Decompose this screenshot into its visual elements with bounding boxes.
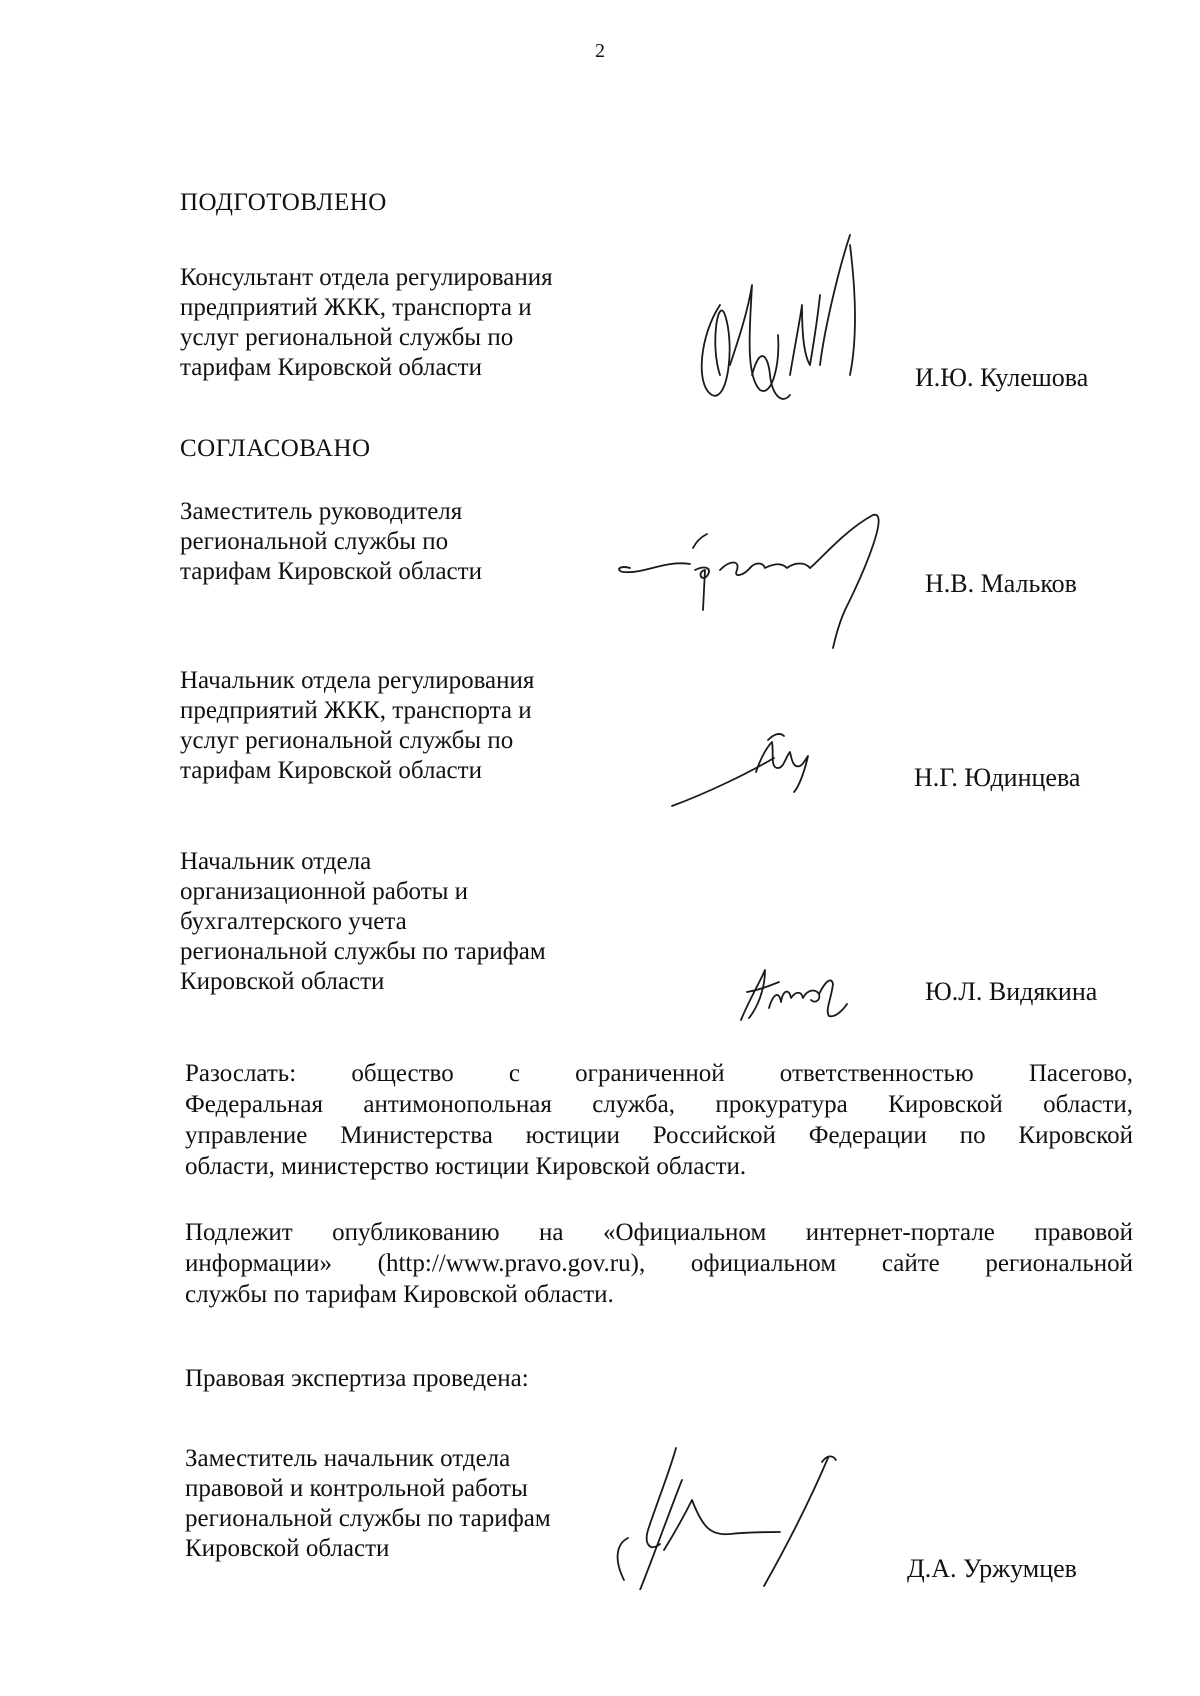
position-line: Кировской области xyxy=(180,968,385,995)
prepared-heading: ПОДГОТОВЛЕНО xyxy=(180,189,387,216)
signer-name: Н.Г. Юдинцева xyxy=(914,763,1081,792)
position-line: Консультант отдела регулирования xyxy=(180,264,553,291)
legal-review-heading: Правовая экспертиза проведена: xyxy=(185,1365,529,1392)
signer-position xyxy=(180,666,534,786)
distribution-line: области, министерство юстиции Кировской области. xyxy=(185,1153,747,1180)
distribution-line: Федеральная антимонопольная служба, прокуратура Кировской области, xyxy=(185,1091,1133,1118)
position-line: тарифам Кировской области xyxy=(180,354,482,381)
signature-vidyakina xyxy=(735,960,865,1030)
position-line: услуг региональной службы по xyxy=(180,727,514,754)
position-line: региональной службы по тарифам xyxy=(185,1505,551,1532)
signer-name: Ю.Л. Видякина xyxy=(925,977,1098,1006)
signer-position xyxy=(180,497,482,587)
signature-malkov xyxy=(605,510,935,655)
distribution-line: управление Министерства юстиции Российской Федерации по Кировской xyxy=(185,1122,1133,1149)
prepared-position xyxy=(180,263,553,383)
signer-name: Н.В. Мальков xyxy=(925,569,1077,598)
position-line: тарифам Кировской области xyxy=(180,558,482,585)
position-line: правовой и контрольной работы xyxy=(185,1475,528,1502)
position-line: Начальник отдела xyxy=(180,848,372,875)
position-line: Заместитель руководителя xyxy=(180,498,463,525)
position-line: бухгалтерского учета xyxy=(180,908,407,935)
publication-line: информации» (http://www.pravo.gov.ru), официальном сайте региональной xyxy=(185,1250,1133,1277)
signer-name: И.Ю. Кулешова xyxy=(915,363,1089,392)
position-line: тарифам Кировской области xyxy=(180,757,482,784)
agreed-heading: СОГЛАСОВАНО xyxy=(180,435,371,462)
position-line: Начальник отдела регулирования xyxy=(180,667,535,694)
publication-line: службы по тарифам Кировской области. xyxy=(185,1281,614,1308)
position-line: Заместитель начальник отдела xyxy=(185,1445,511,1472)
position-line: услуг региональной службы по xyxy=(180,324,514,351)
position-line: организационной работы и xyxy=(180,878,469,905)
signature-yudintseva xyxy=(670,730,830,810)
publication-note xyxy=(185,1217,1133,1310)
position-line: предприятий ЖКК, транспорта и xyxy=(180,697,532,724)
page-number: 2 xyxy=(595,40,605,62)
position-line: региональной службы по xyxy=(180,528,449,555)
distribution-list xyxy=(185,1058,1133,1182)
position-line: региональной службы по тарифам xyxy=(180,938,546,965)
signer-position xyxy=(180,847,546,997)
distribution-line: Разослать: общество с ограниченной ответственностью Пасегово, xyxy=(185,1060,1133,1087)
signature-urzhumtsev xyxy=(600,1440,860,1590)
signer-name: Д.А. Уржумцев xyxy=(907,1554,1077,1583)
legal-review-position xyxy=(185,1444,551,1564)
position-line: предприятий ЖКК, транспорта и xyxy=(180,294,532,321)
position-line: Кировской области xyxy=(185,1535,390,1562)
signature-kuleshova xyxy=(690,225,880,425)
publication-line: Подлежит опубликованию на «Официальном интернет-портале правовой xyxy=(185,1219,1133,1246)
